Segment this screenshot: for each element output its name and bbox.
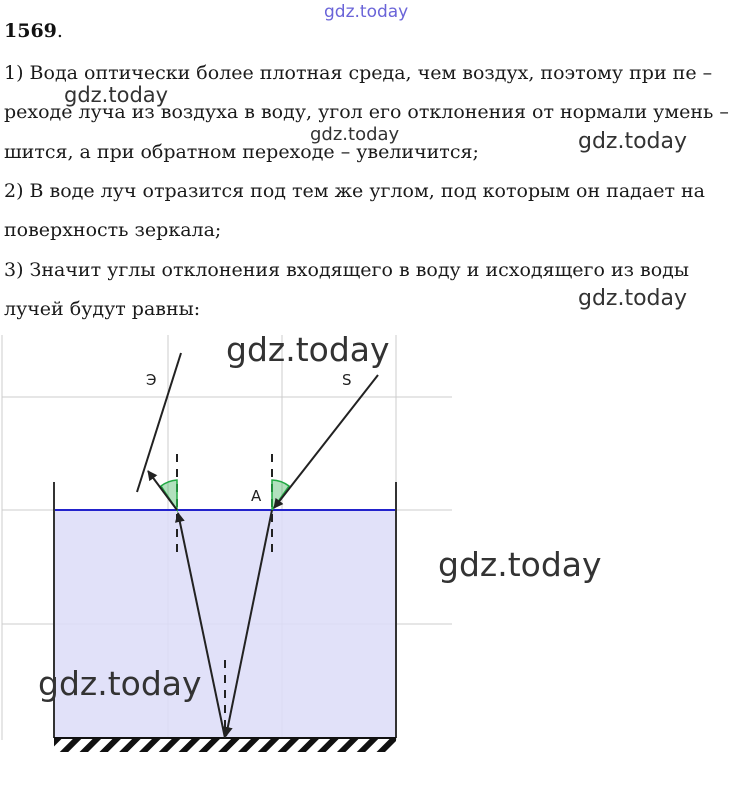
text-line-7: лучей будут равны:: [4, 298, 201, 320]
text-line-4: 2) В воде луч отразится под тем же углом, под которым он падает на: [4, 180, 705, 202]
watermark-big-3: gdz.today: [38, 664, 202, 703]
label-source-s: S: [342, 371, 352, 389]
label-exit-ray: Э: [146, 371, 157, 389]
watermark-small-3: gdz.today: [578, 129, 688, 154]
watermark-big-1: gdz.today: [226, 330, 390, 369]
water-body: [54, 510, 396, 738]
watermark-small-4: gdz.today: [578, 286, 688, 311]
text-line-6: 3) Значит углы отклонения входящего в воду и исходящего из воды: [4, 259, 689, 281]
text-line-3: шится, а при обратном переходе – увеличится;: [4, 141, 479, 163]
text-line-5: поверхность зеркала;: [4, 219, 222, 241]
angle-mark-a: [272, 480, 289, 510]
watermark-top: gdz.today: [324, 2, 409, 22]
text-line-1: 1) Вода оптически более плотная среда, чем воздух, поэтому при пе –: [4, 62, 713, 84]
watermark-small-2: gdz.today: [310, 124, 400, 145]
label-point-a: A: [251, 487, 262, 505]
problem-number-value: 1569: [4, 20, 57, 42]
mirror-hatching: [54, 738, 396, 752]
watermark-big-2: gdz.today: [438, 545, 602, 584]
watermark-small-1: gdz.today: [64, 83, 169, 107]
text-line-2: реходе луча из воздуха в воду, угол его отклонения от нормали умень –: [4, 101, 729, 123]
exit-ray-extension: [137, 353, 181, 492]
incident-ray-s: [274, 375, 378, 508]
problem-number-suffix: .: [56, 20, 63, 42]
